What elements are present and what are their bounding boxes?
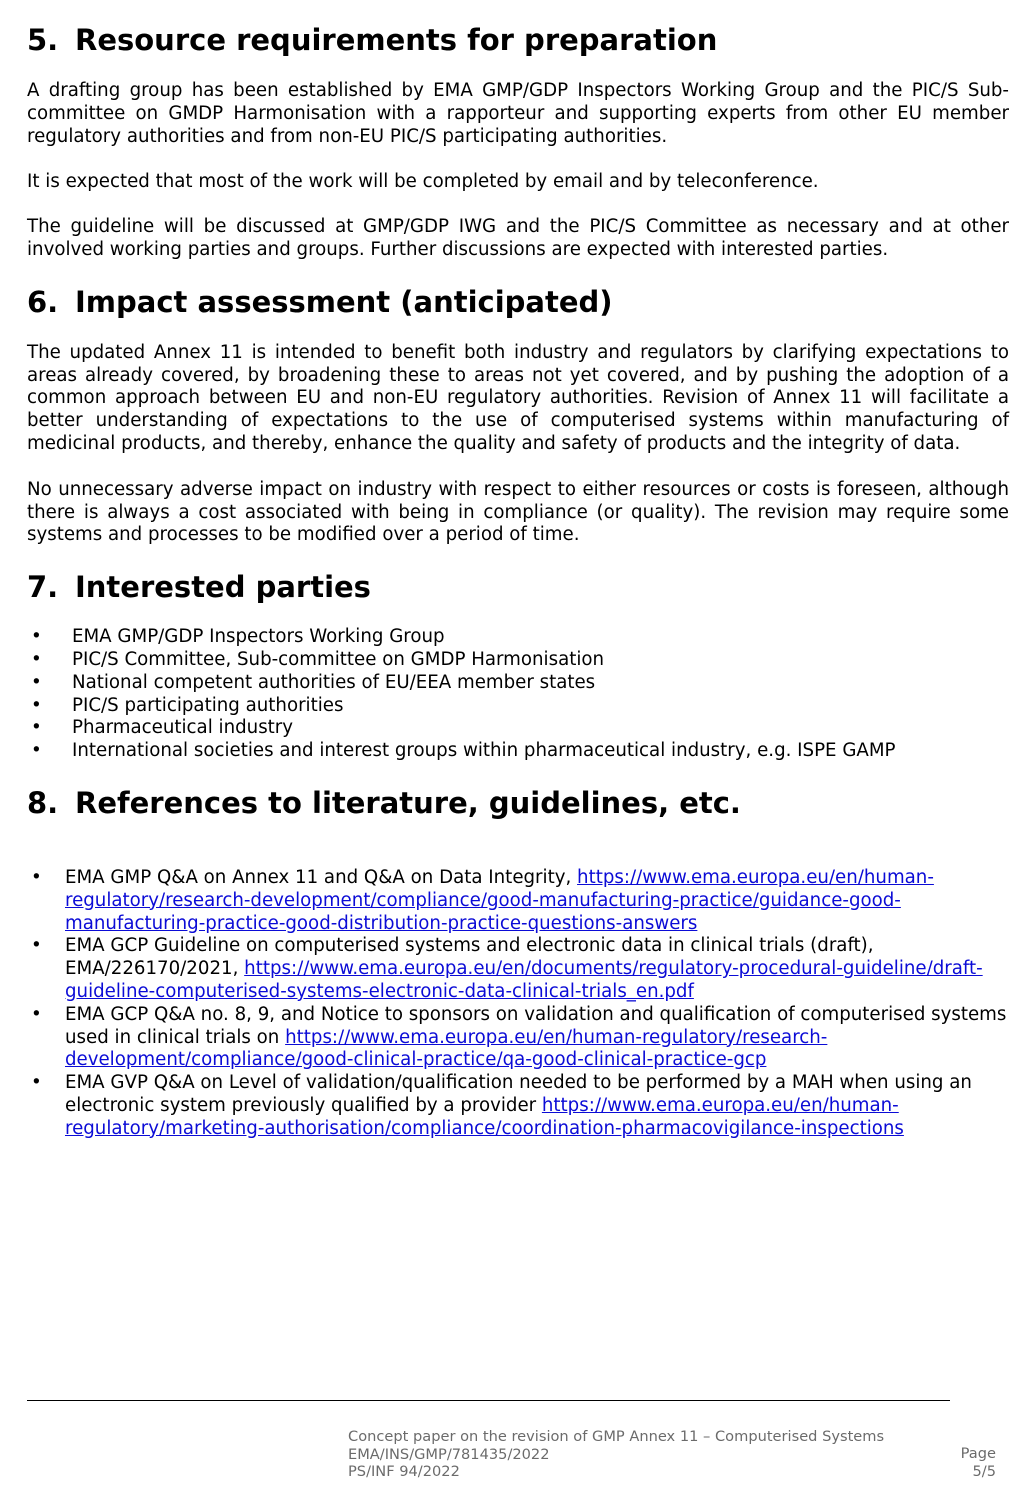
bullet: • bbox=[31, 1003, 42, 1025]
bullet: • bbox=[31, 935, 42, 957]
list-item bbox=[27, 649, 1009, 672]
bullet: • bbox=[31, 694, 42, 716]
bullet: • bbox=[31, 671, 42, 693]
reference-item bbox=[27, 1004, 1009, 1072]
footer-page-number bbox=[961, 1445, 996, 1480]
reference-item bbox=[27, 935, 1009, 1003]
page-label: Page bbox=[960, 1445, 996, 1462]
bullet: • bbox=[31, 1072, 42, 1094]
list-item-text: International societies and interest groups within pharmaceutical industry, e.g. ISPE GAMP bbox=[72, 740, 896, 762]
section-6-number: 6. bbox=[27, 284, 59, 319]
section-6-paragraph-1: The updated Annex 11 is intended to benefit both industry and regulators by clarifying expectations to areas already covered, by broadening these to areas not yet covered, and by pushing the adoption of a common approach between EU and non-EU regulatory authorities. Revision of Annex 11 will facilitate a better understanding of expectations to the use of computerised systems within manufacturing of medicinal products, and thereby, enhance the quality and safety of products and the integrity of data. bbox=[27, 341, 1009, 454]
section-5-heading bbox=[27, 22, 1009, 58]
list-item-text: PIC/S Committee, Sub-committee on GMDP Harmonisation bbox=[72, 648, 605, 670]
reference-link[interactable]: https://www.ema.europa.eu/en/human-regulatory/research-development/compliance/good-clinical-practice/qa-good-clinical-practice-gcp bbox=[65, 1026, 828, 1071]
reference-text: EMA GCP Guideline on computerised systems and electronic data in clinical trials (draft), EMA/226170/2021, bbox=[65, 935, 874, 980]
reference-item bbox=[27, 867, 1009, 935]
footer-reference-ema: EMA/INS/GMP/781435/2022 bbox=[348, 1445, 550, 1463]
section-5-number: 5. bbox=[27, 23, 59, 57]
list-item-text: PIC/S participating authorities bbox=[72, 694, 344, 716]
bullet: • bbox=[31, 626, 42, 648]
list-item bbox=[27, 695, 1009, 718]
reference-text: EMA GVP Q&A on Level of validation/qualification needed to be performed by a MAH when using an electronic system previously qualified by a provider bbox=[65, 1072, 972, 1116]
list-item-text: Pharmaceutical industry bbox=[72, 717, 294, 739]
reference-item bbox=[27, 1072, 1009, 1140]
footer-divider bbox=[27, 1400, 950, 1401]
section-8-number: 8. bbox=[27, 785, 59, 820]
section-5-paragraph-2: It is expected that most of the work will be completed by email and by teleconference. bbox=[27, 171, 819, 193]
section-8-title: References to literature, guidelines, etc. bbox=[75, 785, 741, 820]
section-7-title: Interested parties bbox=[75, 570, 371, 605]
references-list bbox=[27, 867, 1009, 1141]
list-item bbox=[27, 740, 1009, 763]
document-page bbox=[27, 22, 1009, 1141]
footer-document-title: Concept paper on the revision of GMP Annex 11 – Computerised Systems bbox=[348, 1428, 885, 1445]
reference-link[interactable]: https://www.ema.europa.eu/en/documents/regulatory-procedural-guideline/draft-guideline-computerised-systems-electronic-data-clinical-trials_en.pdf bbox=[65, 958, 983, 1002]
bullet: • bbox=[31, 866, 42, 888]
section-8-heading bbox=[27, 785, 1009, 821]
footer-reference-pics: PS/INF 94/2022 bbox=[348, 1463, 460, 1480]
list-item bbox=[27, 626, 1009, 649]
list-item-text: EMA GMP/GDP Inspectors Working Group bbox=[72, 626, 445, 648]
section-6-paragraph-2: No unnecessary adverse impact on industry with respect to either resources or costs is foreseen, although there is always a cost associated with being in compliance (or quality). The revision may require some systems and processes to be modified over a period of time. bbox=[27, 478, 1009, 546]
reference-text: EMA GMP Q&A on Annex 11 and Q&A on Data Integrity, bbox=[65, 866, 578, 888]
bullet: • bbox=[31, 740, 42, 762]
list-item bbox=[27, 717, 1009, 740]
section-6-title: Impact assessment (anticipated) bbox=[75, 284, 613, 319]
reference-link[interactable]: https://www.ema.europa.eu/en/human-regulatory/marketing-authorisation/compliance/coordination-pharmacovigilance-inspections bbox=[65, 1094, 904, 1139]
section-6-heading bbox=[27, 284, 1009, 320]
reference-link[interactable]: https://www.ema.europa.eu/en/human-regulatory/research-development/compliance/good-manufacturing-practice/guidance-good-manufacturing-practice-good-distribution-practice-questions-answers bbox=[65, 866, 934, 934]
section-5-paragraph-1: A drafting group has been established by EMA GMP/GDP Inspectors Working Group and the PIC/S Sub-committee on GMDP Harmonisation with a rapporteur and supporting experts from other EU member regulatory authorities and from non-EU PIC/S participating authorities. bbox=[27, 80, 1009, 147]
interested-parties-list bbox=[27, 626, 1009, 763]
bullet: • bbox=[31, 648, 42, 670]
page-count: 5/5 bbox=[972, 1462, 996, 1480]
reference-text: EMA GCP Q&A no. 8, 9, and Notice to sponsors on validation and qualification of computerised systems used in clinical trials on bbox=[65, 1003, 1007, 1048]
section-5-title: Resource requirements for preparation bbox=[75, 23, 718, 57]
footer-document-info bbox=[348, 1428, 884, 1481]
section-7-heading bbox=[27, 569, 1009, 605]
section-7-number: 7. bbox=[27, 570, 59, 605]
list-item bbox=[27, 672, 1009, 695]
section-5-paragraph-3: The guideline will be discussed at GMP/GDP IWG and the PIC/S Committee as necessary and at other involved working parties and groups. Further discussions are expected with interested parties. bbox=[27, 216, 1009, 260]
bullet: • bbox=[31, 717, 42, 739]
list-item-text: National competent authorities of EU/EEA member states bbox=[72, 671, 596, 693]
